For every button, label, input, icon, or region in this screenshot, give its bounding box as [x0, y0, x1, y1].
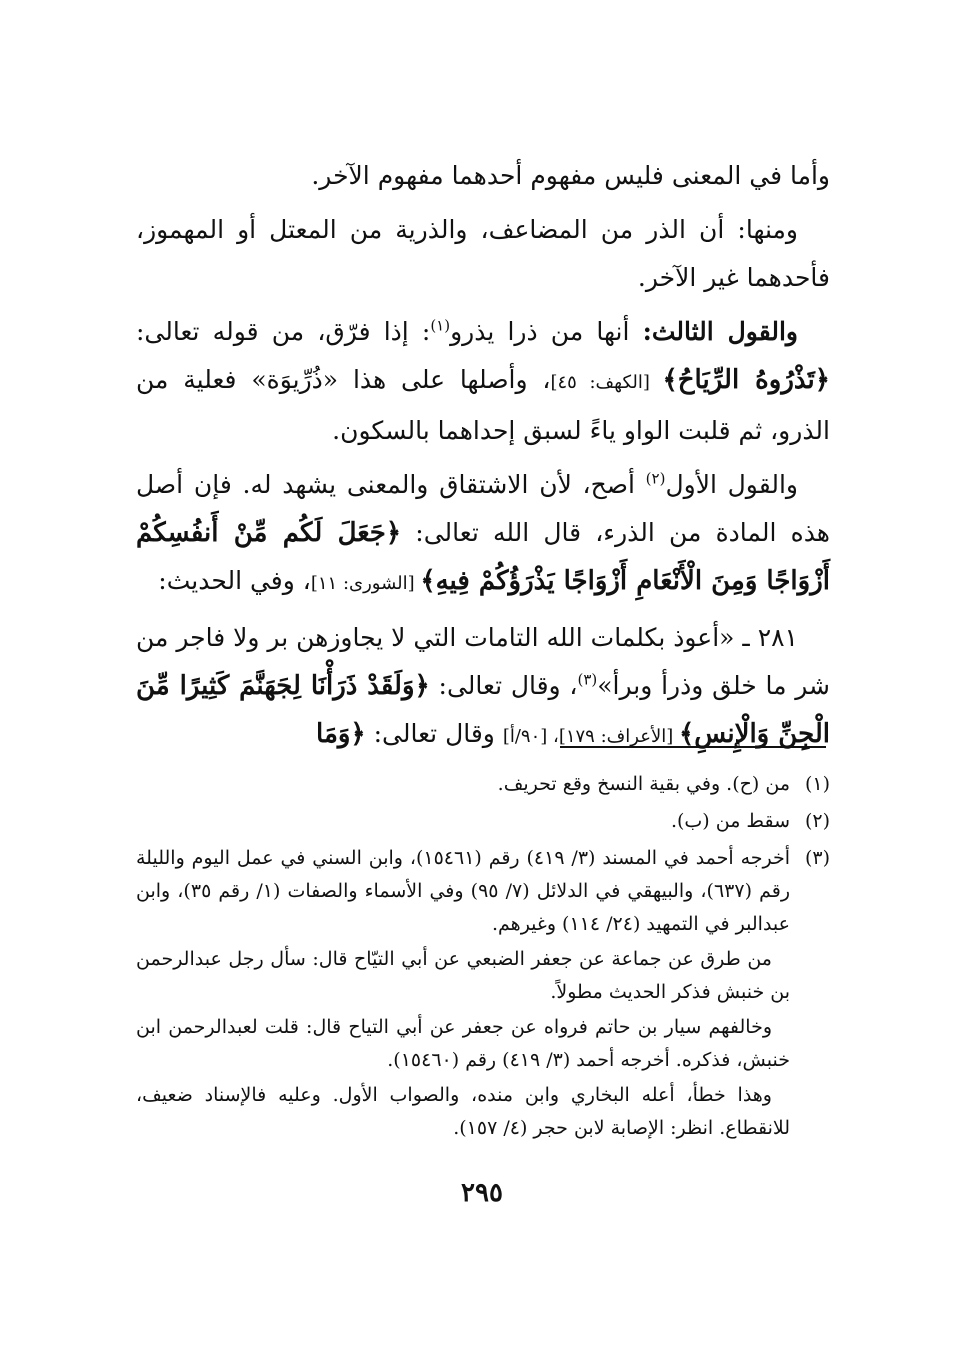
paragraph-3-text-3: ، وأصلها على هذا «ذُرِّيوَة» فعلية من الذرو، ثم قلبت الواو ياءً لسبق إحداهما بالسكون.: [136, 365, 830, 445]
paragraph-4-text-1: والقول الأول: [665, 470, 798, 499]
paragraph-3-text-2: : إذا فرّق، من قوله تعالى:: [136, 317, 431, 346]
verse-reference-1: [الكهف: ٤٥]: [550, 372, 663, 393]
footnote-number: (٣): [804, 847, 830, 869]
footnote-2: [136, 805, 830, 840]
footnote-ref-2: (٢): [645, 469, 666, 488]
paragraph-1: وأما في المعنى فليس مفهوم أحدهما مفهوم الآخر.: [311, 161, 830, 190]
paragraph-3-text-1: أنها من ذرا يذرو: [450, 317, 643, 346]
quran-verse-2: ﴿جَعَلَ لَكُم مِّنْ أَنفُسِكُمْ أَزْوَاجًا وَمِنَ الْأَنْعَامِ أَزْوَاجًا يَذْرَؤُكُمْ فِيهِ﴾: [136, 518, 830, 596]
footnote-paragraph: من (ح). وفي بقية النسخ وقع تحريف.: [497, 773, 790, 795]
footnote-body: [136, 768, 790, 803]
footnote-divider: [560, 746, 826, 748]
paragraph-4: [136, 461, 830, 608]
main-text: [136, 152, 830, 767]
paragraph-4-text-2: أصح، لأن الاشتقاق والمعنى يشهد له. فإن أصل هذه المادة من الذرء، قال الله تعالى:: [136, 470, 830, 547]
paragraph-5-text-2: ، وقال تعالى:: [429, 671, 578, 700]
footnote-ref-3: (٣): [577, 670, 598, 689]
footnote-body: [136, 805, 790, 840]
footnote-body: [136, 842, 790, 1147]
footnotes: [136, 768, 830, 1149]
page-number: ٢٩٥: [461, 1178, 503, 1208]
footnote-number: (١): [804, 773, 830, 795]
quran-verse-1: ﴿تَذْرُوهُ الرِّيَاحُ﴾: [662, 365, 830, 395]
footnote-ref-1: (١): [430, 316, 451, 335]
verse-reference-2: [الشورى: ١١]: [310, 573, 421, 594]
footnote-3: [136, 842, 830, 1147]
paragraph-4-text-3: ، وفي الحديث:: [158, 566, 311, 595]
footnote-paragraph: وخالفهم سيار بن حاتم فرواه عن جعفر عن أبي التياح قال: قلت لعبدالرحمن ابن خنبش، فذكره. أخرجه أحمد (٣/ ٤١٩) رقم (١٥٤٦٠).: [136, 1016, 790, 1071]
footnote-1: [136, 768, 830, 803]
footnote-paragraph: أخرجه أحمد في المسند (٣/ ٤١٩) رقم (١٥٤٦١)، وابن السني في عمل اليوم والليلة رقم (٦٣٧)، والبيهقي في الدلائل (٧/ ٩٥) وفي الأسماء والصفات (١/ رقم ٣٥)، وابن عبدالبر في التمهيد (٢٤/ ١١٤) وغيرهم.: [136, 847, 791, 935]
quran-verse-3: ﴿وَلَقَدْ ذَرَأْنَا لِجَهَنَّمَ كَثِيرًا مِّنَ الْجِنِّ وَالْإِنسِ﴾: [136, 671, 830, 749]
footnote-paragraph: من طرق عن جماعة عن جعفر الضبعي عن أبي التيّاح قال: سأل رجل عبدالرحمن بن خنبش فذكر الحديث مطولاً.: [136, 948, 790, 1003]
footnote-paragraph: وهذا خطأ، أعله البخاري وابن منده، والصواب الأول. وعليه فالإسناد ضعيف، للانقطاع. انظر: الإصابة لابن حجر (٤/ ١٥٧).: [136, 1084, 790, 1139]
verse-reference-3: [الأعراف: ١٧٩]، [٩٠/أ]: [502, 726, 679, 747]
paragraph-2: ومنها: أن الذر من المضاعف، والذرية من المعتل أو المهموز، فأحدهما غير الآخر.: [136, 215, 830, 292]
paragraph-3: [136, 308, 830, 455]
footnote-number: (٢): [804, 810, 830, 832]
footnote-paragraph: سقط من (ب).: [670, 810, 790, 832]
paragraph-5-text-3: وقال تعالى:: [365, 719, 503, 748]
hadith-text: ٢٨١ ـ «أعوذ بكلمات الله التامات التي لا يجاوزهن بر ولا فاجر من شر ما خلق وذرأ وبرأ»: [136, 623, 830, 700]
paragraph-5: [136, 614, 830, 761]
section-label: والقول الثالث:: [642, 317, 798, 346]
quran-verse-4: ﴿وَمَا: [316, 719, 366, 749]
